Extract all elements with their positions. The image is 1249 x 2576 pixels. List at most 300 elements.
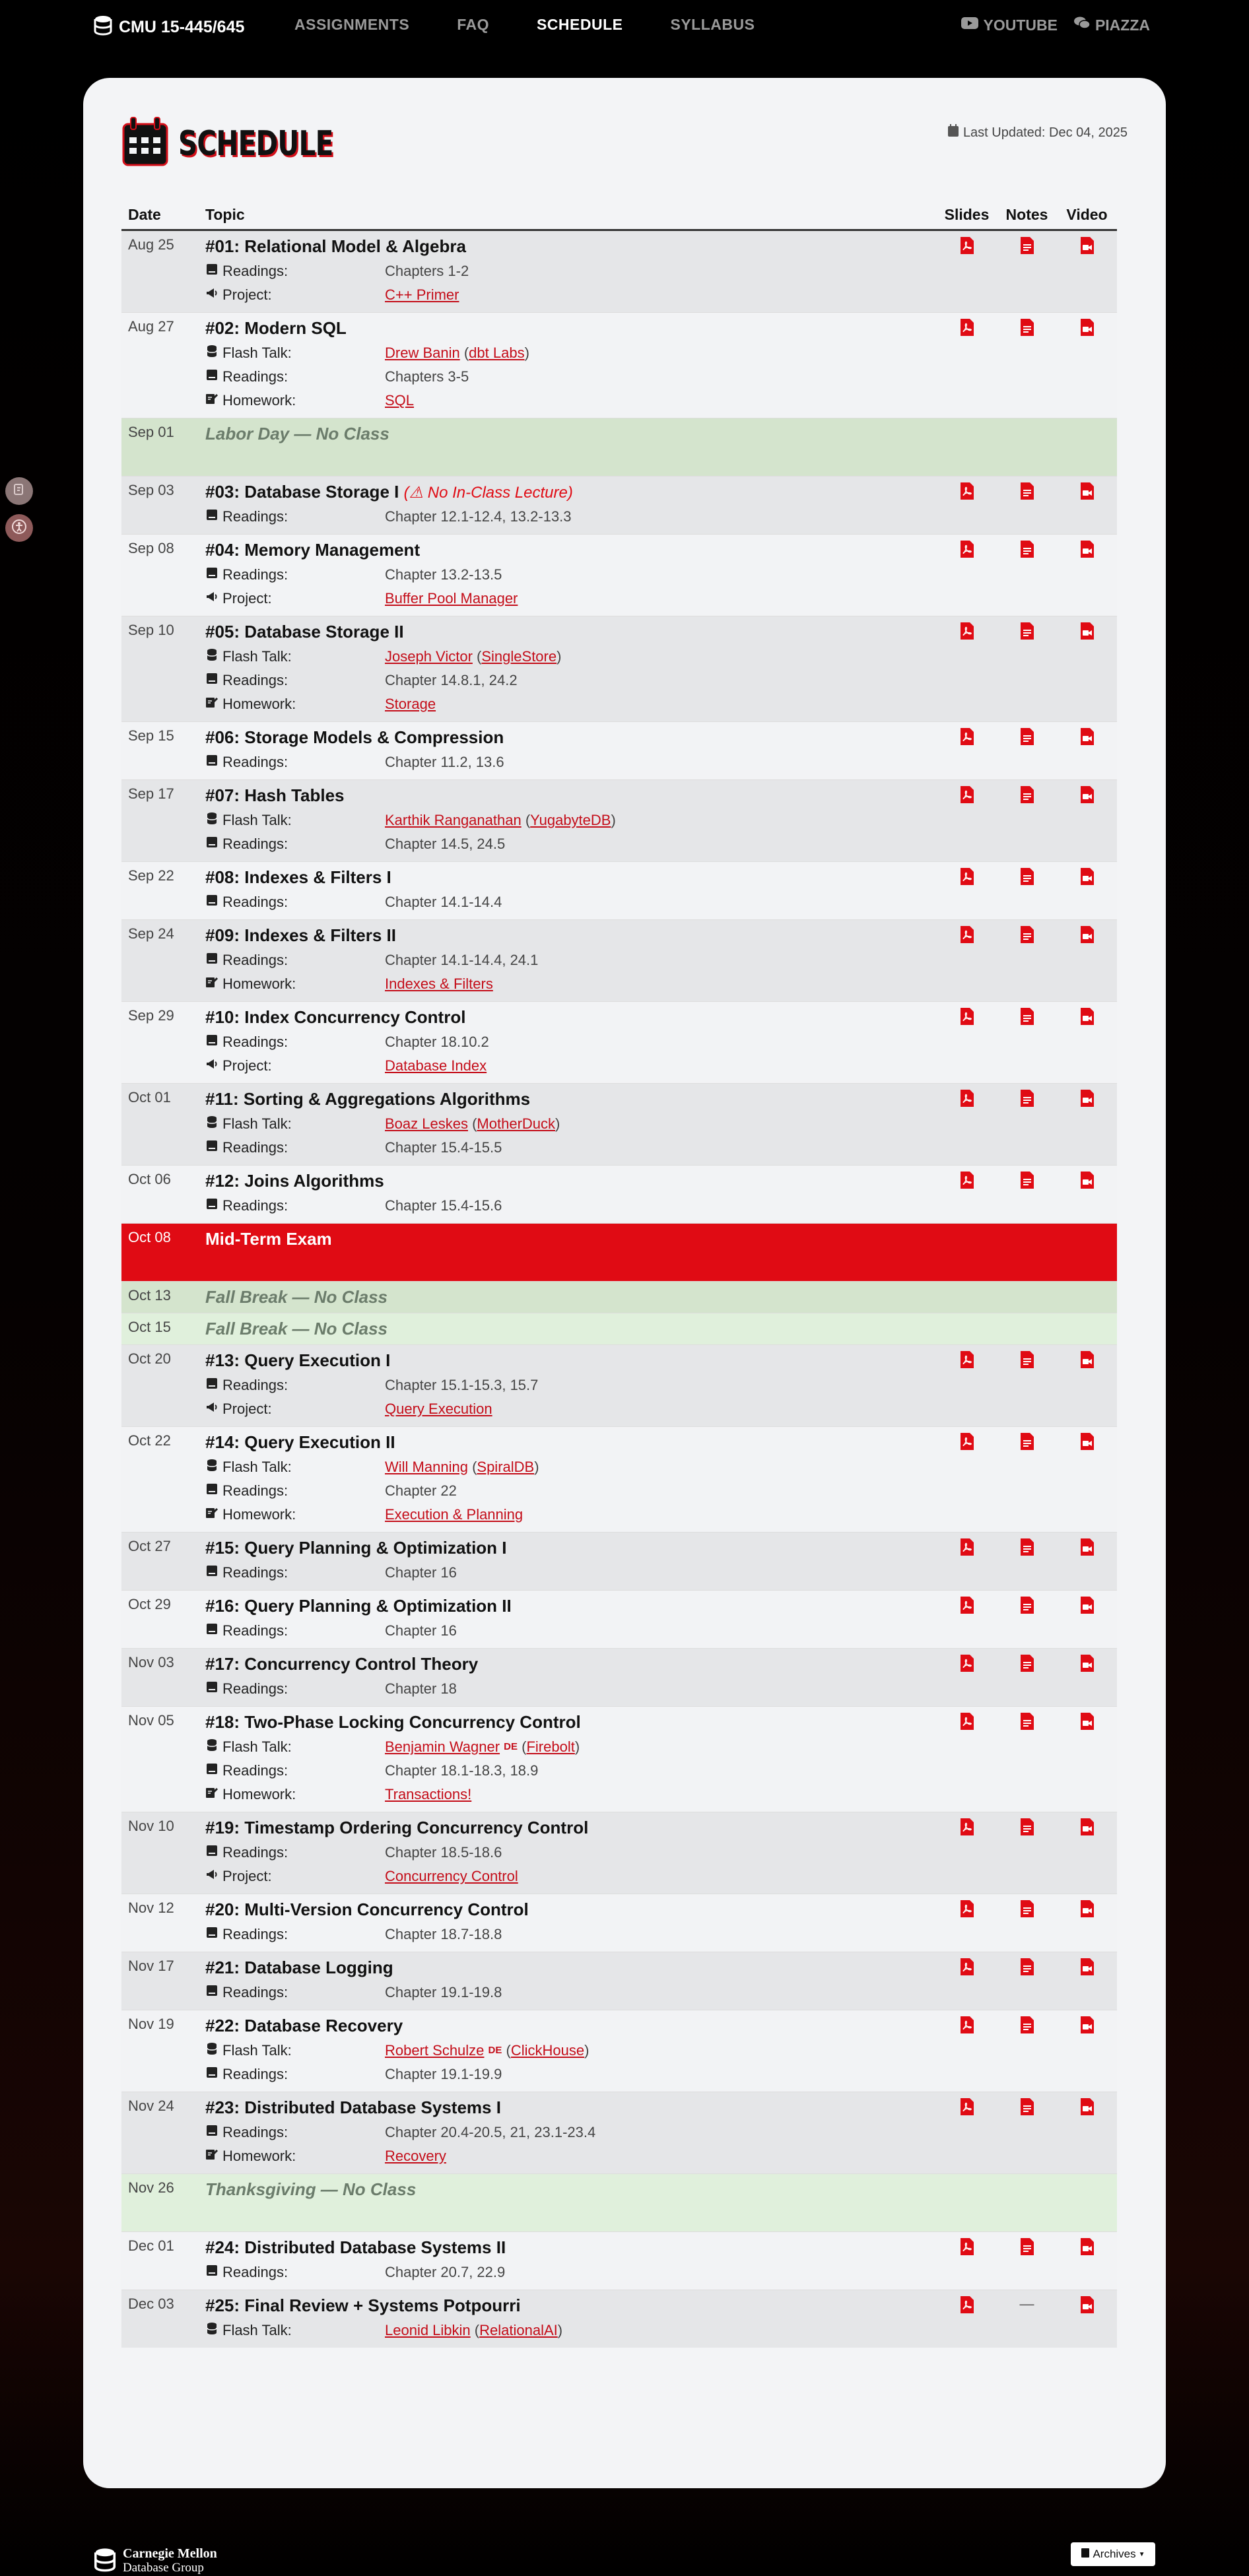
brand-link[interactable] [92,15,244,40]
project-icon [205,1865,219,1888]
lecture-title: #12: Joins Algorithms [205,1171,384,1191]
last-updated [947,124,1128,141]
speaker-link[interactable]: Joseph Victor [385,648,473,665]
video-icon[interactable] [1079,1828,1095,1839]
lecture-title: #19: Timestamp Ordering Concurrency Control [205,1818,589,1837]
flash-label: Flash Talk: [205,1735,385,1759]
readings-value: Chapters 3-5 [385,368,469,385]
lecture-title: #21: Database Logging [205,1958,393,1977]
notes-cell [997,1345,1057,1427]
homework-link[interactable]: Execution & Planning [385,1506,523,1523]
video-cell [1057,2232,1117,2290]
slides-pdf-icon[interactable] [959,2107,975,2119]
slides-cell [937,1591,997,1649]
readings-label: Readings: [205,1841,385,1865]
company-link[interactable]: dbt Labs [469,345,525,361]
nav-piazza[interactable]: PIAZZA [1073,16,1150,34]
holiday-row [121,2174,1117,2232]
readings-item [205,1759,930,1783]
readings-value: Chapter 11.2, 13.6 [385,754,504,770]
notes-cell [997,1533,1057,1591]
video-cell [1057,230,1117,313]
notes-pdf-icon[interactable] [1019,2107,1035,2119]
project-link[interactable]: Concurrency Control [385,1868,518,1884]
video-icon[interactable] [1079,1099,1095,1110]
row-date: Sep 17 [121,780,199,862]
lecture-title: #01: Relational Model & Algebra [205,236,466,256]
video-cell [1057,1952,1117,2010]
video-icon[interactable] [1079,2026,1095,2037]
slides-cell [937,1002,997,1084]
notes-cell [997,1649,1057,1707]
notes-pdf-icon[interactable] [1019,328,1035,339]
company-link[interactable]: SingleStore [481,648,557,665]
readings-label: Readings: [205,1479,385,1503]
video-icon[interactable] [1079,1967,1095,1979]
video-cell [1057,920,1117,1002]
video-icon[interactable] [1079,2305,1095,2317]
side-widget-accessibility[interactable] [5,514,33,542]
holiday-row [121,1282,1117,1313]
video-icon[interactable] [1079,737,1095,748]
video-icon[interactable] [1079,1181,1095,1192]
footer-logo-line1: Carnegie Mellon [123,2546,217,2561]
lecture-row [121,313,1117,418]
holiday-title: Fall Break — No Class [205,1319,388,1338]
row-date: Sep 03 [121,477,199,535]
homework-link[interactable]: Indexes & Filters [385,975,493,992]
notes-pdf-icon[interactable] [1019,1017,1035,1028]
lecture-title: #14: Query Execution II [205,1432,395,1452]
video-icon[interactable] [1079,1606,1095,1617]
readings-icon [205,1923,219,1946]
lecture-title: #22: Database Recovery [205,2016,403,2035]
nav-faq[interactable]: FAQ [457,16,489,33]
readings-item [205,563,930,587]
lecture-row [121,1591,1117,1649]
flash-label: Flash Talk: [205,2039,385,2063]
readings-value: Chapter 14.5, 24.5 [385,836,506,852]
readings-value: Chapter 18.7-18.8 [385,1926,502,1942]
speaker-link[interactable]: Karthik Ranganathan [385,812,522,828]
homework-link[interactable]: Transactions! [385,1786,472,1802]
row-date: Nov 17 [121,1952,199,2010]
homework-link[interactable]: SQL [385,392,415,409]
notes-pdf-icon[interactable] [1019,1909,1035,1921]
flash-icon [205,1112,219,1136]
flash-item: Flash Talk: Leonid Libkin ( RelationalAI ) [205,2319,930,2342]
video-icon[interactable] [1079,492,1095,503]
notes-pdf-icon[interactable] [1019,1967,1035,1979]
video-icon[interactable] [1079,1017,1095,1028]
video-icon[interactable] [1079,795,1095,807]
readings-label: Readings: [205,365,385,389]
notes-cell [997,920,1057,1002]
comments-icon [1073,16,1091,34]
readings-label: Readings: [205,1030,385,1054]
project-link[interactable]: Query Execution [385,1401,492,1417]
row-topic [199,1166,937,1224]
slides-pdf-icon[interactable] [959,1017,975,1028]
slides-pdf-icon[interactable] [959,935,975,946]
side-widget-edit[interactable] [5,477,33,505]
readings-label: Readings: [205,1194,385,1218]
readings-icon [205,948,219,972]
col-topic: Topic [199,203,937,230]
row-topic [199,1533,937,1591]
notes-cell [997,1002,1057,1084]
slides-cell [937,1707,997,1812]
readings-value: Chapter 15.1-15.3, 15.7 [385,1377,539,1393]
slides-pdf-icon[interactable] [959,2247,975,2259]
video-icon[interactable] [1079,632,1095,643]
slides-pdf-icon[interactable] [959,1181,975,1192]
homework-icon [205,2144,219,2168]
video-icon[interactable] [1079,328,1095,339]
video-icon[interactable] [1079,1722,1095,1733]
slides-pdf-icon[interactable] [959,492,975,503]
notes-cell [997,2092,1057,2174]
readings-label: Readings: [205,890,385,914]
video-icon[interactable] [1079,550,1095,561]
readings-label: Readings: [205,563,385,587]
lecture-row [121,2092,1117,2174]
notes-cell [997,2232,1057,2290]
video-cell [1057,616,1117,722]
slides-pdf-icon[interactable] [959,246,975,257]
readings-icon [205,505,219,529]
row-date: Sep 22 [121,862,199,920]
homework-icon [205,692,219,716]
readings-label: Readings: [205,669,385,692]
lecture-row [121,477,1117,535]
row-date: Oct 27 [121,1533,199,1591]
archives-dropdown[interactable] [1071,2542,1155,2566]
readings-value: Chapter 18.1-18.3, 18.9 [385,1762,539,1779]
readings-item [205,1561,930,1585]
homework-icon [205,1783,219,1806]
lecture-row [121,2010,1117,2092]
speaker-link[interactable]: Leonid Libkin [385,2322,471,2338]
row-date: Aug 27 [121,313,199,418]
notes-unavailable: — [1019,2295,1034,2312]
row-date: Oct 08 [121,1224,199,1282]
lecture-title: #07: Hash Tables [205,785,345,805]
speaker-link[interactable]: Boaz Leskes [385,1115,468,1132]
slides-cell [937,2010,997,2092]
company-link[interactable]: YugabyteDB [530,812,611,828]
project-link[interactable]: Database Index [385,1057,487,1074]
notes-cell [997,313,1057,418]
notes-pdf-icon[interactable] [1019,1181,1035,1192]
readings-icon [205,365,219,389]
slides-pdf-icon[interactable] [959,2026,975,2037]
slides-cell [937,1894,997,1952]
notes-pdf-icon[interactable] [1019,1664,1035,1675]
row-topic [199,1224,1117,1282]
flash-label: Flash Talk: [205,341,385,365]
slides-pdf-icon[interactable] [959,1722,975,1733]
homework-item [205,1503,930,1527]
video-icon[interactable] [1079,2247,1095,2259]
notes-pdf-icon[interactable] [1019,737,1035,748]
homework-link[interactable]: Storage [385,696,436,712]
nav-youtube[interactable]: YOUTUBE [961,16,1057,34]
video-cell [1057,313,1117,418]
notes-cell [997,862,1057,920]
lecture-row [121,722,1117,780]
homework-item [205,692,930,716]
homework-item [205,389,930,413]
company-link[interactable]: RelationalAI [479,2322,558,2338]
row-date: Sep 24 [121,920,199,1002]
project-icon [205,283,219,307]
video-icon[interactable] [1079,1442,1095,1453]
lecture-row [121,2232,1117,2290]
row-date: Sep 01 [121,418,199,477]
lecture-row [121,1533,1117,1591]
readings-value: Chapter 14.1-14.4, 24.1 [385,952,539,968]
slides-cell [937,1533,997,1591]
readings-item [205,505,930,529]
notes-pdf-icon[interactable] [1019,935,1035,946]
readings-label: Readings: [205,1677,385,1701]
readings-icon [205,1841,219,1865]
row-topic [199,722,937,780]
video-icon[interactable] [1079,1909,1095,1921]
company-link[interactable]: MotherDuck [477,1115,556,1132]
lecture-row [121,535,1117,616]
notes-pdf-icon[interactable] [1019,246,1035,257]
row-topic [199,1427,937,1533]
company-link[interactable]: Firebolt [526,1738,575,1755]
slides-pdf-icon[interactable] [959,877,975,888]
slides-cell [937,780,997,862]
homework-link[interactable]: Recovery [385,2148,446,2164]
speaker-link[interactable]: Benjamin Wagner [385,1738,500,1755]
slides-cell [937,616,997,722]
row-topic [199,2092,937,2174]
readings-item [205,750,930,774]
readings-value: Chapter 14.1-14.4 [385,894,502,910]
homework-label: Homework: [205,1503,385,1527]
project-link[interactable]: Buffer Pool Manager [385,590,518,607]
slides-pdf-icon[interactable] [959,2305,975,2317]
row-topic [199,2290,937,2348]
slides-pdf-icon[interactable] [959,1360,975,1371]
cmu-db-logo[interactable] [92,2546,217,2575]
slides-pdf-icon[interactable] [959,632,975,643]
notes-pdf-icon[interactable] [1019,1606,1035,1617]
readings-icon [205,832,219,856]
slides-pdf-icon[interactable] [959,1967,975,1979]
slides-cell [937,1345,997,1427]
notes-pdf-icon[interactable] [1019,2247,1035,2259]
slides-pdf-icon[interactable] [959,1606,975,1617]
row-date: Sep 29 [121,1002,199,1084]
lecture-row [121,230,1117,313]
readings-label: Readings: [205,2261,385,2284]
slides-pdf-icon[interactable] [959,1548,975,1559]
notes-pdf-icon[interactable] [1019,1442,1035,1453]
video-cell [1057,862,1117,920]
video-cell [1057,1427,1117,1533]
flash-item: Flash Talk: Boaz Leskes ( MotherDuck ) [205,1112,930,1136]
row-topic [199,920,937,1002]
readings-item [205,2121,930,2144]
schedule-table [121,203,1117,2348]
homework-icon [205,389,219,413]
flash-label: Flash Talk: [205,809,385,832]
readings-icon [205,669,219,692]
row-topic [199,313,937,418]
flash-icon [205,2319,219,2342]
slides-cell [937,1427,997,1533]
video-icon[interactable] [1079,1360,1095,1371]
slides-pdf-icon[interactable] [959,1664,975,1675]
project-label: Project: [205,1054,385,1078]
video-icon[interactable] [1079,877,1095,888]
readings-label: Readings: [205,259,385,283]
slides-pdf-icon[interactable] [959,1442,975,1453]
exam-row [121,1224,1117,1282]
notes-pdf-icon[interactable] [1019,492,1035,503]
notes-cell [997,230,1057,313]
slides-pdf-icon[interactable] [959,328,975,339]
readings-value: Chapter 12.1-12.4, 13.2-13.3 [385,508,572,525]
brand-text: CMU 15-445/645 [119,18,245,36]
col-date: Date [121,203,199,230]
slides-pdf-icon[interactable] [959,1909,975,1921]
readings-value: Chapter 20.4-20.5, 21, 23.1-23.4 [385,2124,596,2140]
lecture-row [121,1084,1117,1166]
col-notes: Notes [997,203,1057,230]
flash-item: Flash Talk: Joseph Victor ( SingleStore ) [205,645,930,669]
notes-pdf-icon[interactable] [1019,632,1035,643]
speaker-link[interactable]: Will Manning [385,1459,468,1475]
slides-pdf-icon[interactable] [959,1099,975,1110]
project-item [205,1397,930,1421]
slides-pdf-icon[interactable] [959,737,975,748]
readings-item [205,1841,930,1865]
notes-pdf-icon[interactable] [1019,1828,1035,1839]
top-navbar [0,0,1249,50]
video-icon[interactable] [1079,246,1095,257]
notes-pdf-icon[interactable] [1019,1722,1035,1733]
flash-label: Flash Talk: [205,1112,385,1136]
readings-label: Readings: [205,505,385,529]
row-date: Oct 22 [121,1427,199,1533]
row-date: Nov 05 [121,1707,199,1812]
schedule-card [83,78,1166,2488]
homework-icon [205,1503,219,1527]
row-date: Oct 06 [121,1166,199,1224]
speaker-link[interactable]: Drew Banin [385,345,460,361]
video-cell [1057,2290,1117,2348]
slides-pdf-icon[interactable] [959,795,975,807]
readings-icon [205,1759,219,1783]
project-link[interactable]: C++ Primer [385,286,459,303]
notes-pdf-icon[interactable] [1019,550,1035,561]
notes-pdf-icon[interactable] [1019,1099,1035,1110]
table-header-row [121,203,1117,230]
readings-value: Chapter 15.4-15.5 [385,1139,502,1156]
nav-assignments[interactable]: ASSIGNMENTS [294,16,410,33]
readings-icon [205,1561,219,1585]
lecture-row [121,862,1117,920]
notes-pdf-icon[interactable] [1019,795,1035,807]
readings-label: Readings: [205,1136,385,1160]
lecture-row [121,1345,1117,1427]
project-label: Project: [205,283,385,307]
readings-label: Readings: [205,2063,385,2086]
lecture-title: #16: Query Planning & Optimization II [205,1596,512,1616]
video-cell [1057,722,1117,780]
speaker-link[interactable]: Robert Schulze [385,2042,485,2059]
homework-label: Homework: [205,1783,385,1806]
notes-pdf-icon[interactable] [1019,1548,1035,1559]
video-icon[interactable] [1079,935,1095,946]
video-icon[interactable] [1079,1548,1095,1559]
readings-icon [205,1479,219,1503]
slides-cell [937,2290,997,2348]
readings-label: Readings: [205,1619,385,1643]
video-icon[interactable] [1079,1664,1095,1675]
lecture-row [121,920,1117,1002]
row-topic [199,230,937,313]
project-item [205,1054,930,1078]
row-date: Nov 24 [121,2092,199,2174]
lecture-title: #08: Indexes & Filters I [205,867,391,887]
company-link[interactable]: SpiralDB [477,1459,535,1475]
readings-label: Readings: [205,2121,385,2144]
notes-cell [997,477,1057,535]
slides-pdf-icon[interactable] [959,1828,975,1839]
readings-icon [205,563,219,587]
nav-syllabus[interactable]: SYLLABUS [670,16,755,33]
readings-item [205,948,930,972]
readings-label: Readings: [205,750,385,774]
lecture-title: #25: Final Review + Systems Potpourri [205,2295,521,2315]
notes-pdf-icon[interactable] [1019,877,1035,888]
readings-item [205,1479,930,1503]
flash-icon [205,1735,219,1759]
notes-cell [997,1084,1057,1166]
project-label: Project: [205,1865,385,1888]
lecture-title: #11: Sorting & Aggregations Algorithms [205,1089,531,1109]
nav-schedule[interactable]: SCHEDULE [536,16,623,33]
readings-label: Readings: [205,1373,385,1397]
flash-icon [205,809,219,832]
readings-icon [205,1136,219,1160]
slides-cell [937,1166,997,1224]
readings-value: Chapter 14.8.1, 24.2 [385,672,518,688]
lecture-title: #02: Modern SQL [205,318,347,338]
video-cell [1057,1345,1117,1427]
row-topic [199,1002,937,1084]
video-cell [1057,1533,1117,1591]
row-date: Nov 19 [121,2010,199,2092]
notes-pdf-icon[interactable] [1019,2026,1035,2037]
readings-value: Chapter 20.7, 22.9 [385,2264,506,2280]
slides-pdf-icon[interactable] [959,550,975,561]
video-icon[interactable] [1079,2107,1095,2119]
readings-item [205,1373,930,1397]
notes-pdf-icon[interactable] [1019,1360,1035,1371]
company-link[interactable]: ClickHouse [510,2042,585,2059]
project-label: Project: [205,587,385,611]
readings-icon [205,1373,219,1397]
